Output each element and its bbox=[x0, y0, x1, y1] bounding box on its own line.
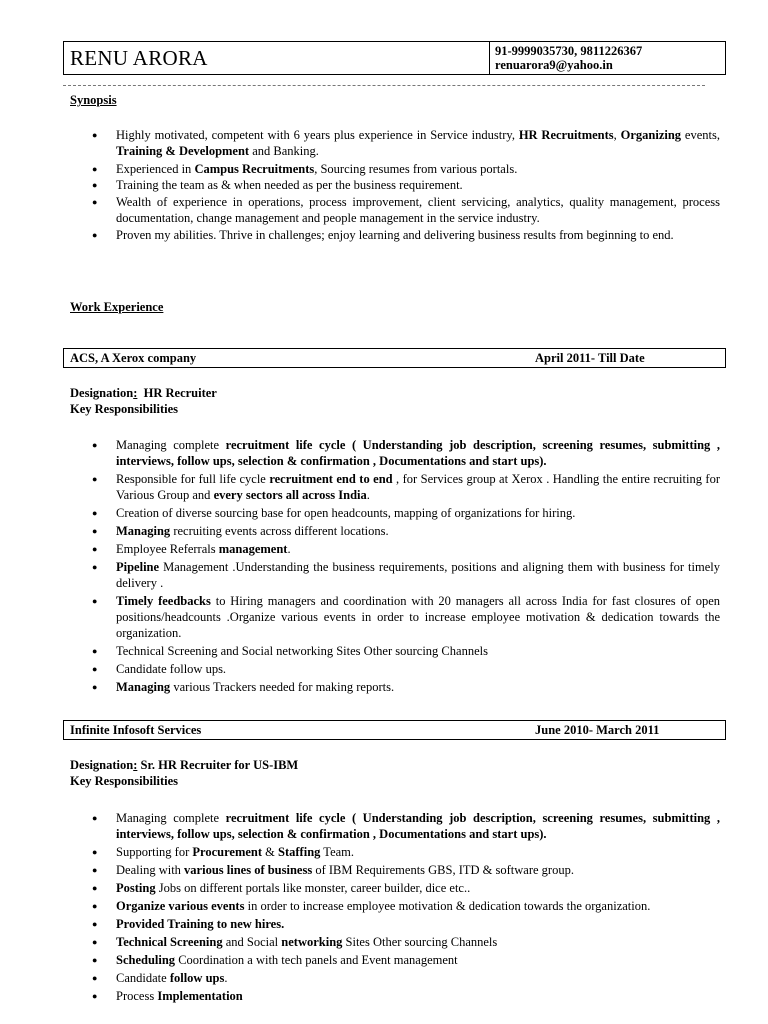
text: Dealing with bbox=[116, 863, 185, 877]
text: Process bbox=[116, 989, 158, 1003]
synopsis-heading: Synopsis bbox=[70, 93, 117, 107]
bullet-item bbox=[70, 880, 720, 896]
bullet-item bbox=[70, 177, 720, 193]
text: Team. bbox=[320, 845, 355, 859]
bullet-item bbox=[70, 227, 720, 243]
company-name: ACS, A Xerox company bbox=[70, 351, 197, 365]
text: , Sourcing resumes from various portals. bbox=[314, 162, 518, 176]
bold-text: Implementation bbox=[157, 989, 243, 1003]
responsibilities-list-acs bbox=[70, 437, 720, 695]
bold-text: Campus Recruitments bbox=[194, 162, 315, 176]
designation-line bbox=[70, 385, 217, 401]
text: recruiting events across different locations. bbox=[170, 524, 389, 538]
bold-text: Timely feedbacks bbox=[116, 594, 211, 608]
bullet-item bbox=[70, 505, 720, 521]
bullet-item bbox=[70, 934, 720, 950]
text: events, bbox=[681, 128, 720, 142]
text: Training the team as & when needed as per the business requirement. bbox=[116, 178, 463, 192]
designation-label: Designation bbox=[70, 758, 134, 772]
bold-text: management bbox=[218, 542, 288, 556]
job-header-infinite bbox=[63, 720, 726, 740]
bold-text: networking bbox=[281, 935, 343, 949]
bullet-item bbox=[70, 127, 720, 159]
bold-text: Organizing bbox=[620, 128, 682, 142]
text: . bbox=[224, 971, 228, 985]
bold-text: Technical Screening bbox=[116, 935, 223, 949]
synopsis-list bbox=[70, 127, 720, 243]
text: to Hiring managers and coordination with 20 managers all across India for fast closures of open positions/headcounts .Organize various events in order to increase employee motivation & dedication towards the organization. bbox=[116, 594, 721, 640]
bold-text: Staffing bbox=[278, 845, 321, 859]
bold-text: recruitment life cycle ( Understanding job description, screening resumes, submitting , interviews, follow ups, selection & confirmation , Documentations and start ups). bbox=[116, 438, 720, 468]
work-experience-heading: Work Experience bbox=[70, 300, 164, 314]
designation-title: HR Recruiter bbox=[137, 386, 217, 400]
bold-text: HR Recruitments bbox=[518, 128, 614, 142]
text: Managing complete bbox=[116, 438, 226, 452]
text: , for Services group at Xerox . Handling the entire recruiting for Various Group and bbox=[116, 472, 720, 502]
text: Employee Referrals bbox=[116, 542, 219, 556]
bullet-item bbox=[70, 844, 720, 860]
designation-colon: : bbox=[133, 758, 138, 772]
bullet-item bbox=[70, 970, 720, 986]
text: & bbox=[262, 845, 279, 859]
bold-text: recruitment life cycle ( Understanding job description, screening resumes, submitting , interviews, follow ups, selection & confirmation , Documentations and start ups). bbox=[116, 811, 720, 841]
bullet-item bbox=[70, 437, 720, 469]
bold-text: every sectors all across India bbox=[213, 488, 367, 502]
bullet-item bbox=[70, 661, 720, 677]
bullet-item bbox=[70, 471, 720, 503]
text: Responsible for full life cycle bbox=[116, 472, 270, 486]
bold-text: Scheduling bbox=[116, 953, 176, 967]
bullet-item bbox=[70, 593, 720, 641]
text: , bbox=[613, 128, 621, 142]
text: . bbox=[287, 542, 291, 556]
text: various Trackers needed for making reports. bbox=[170, 680, 395, 694]
job-dates: April 2011- Till Date bbox=[535, 351, 645, 365]
text: Management .Understanding the business requirements, positions and aligning them with business for timely delivery . bbox=[116, 560, 720, 590]
responsibilities-list-infinite bbox=[70, 810, 720, 1004]
header-divider bbox=[63, 85, 705, 86]
bold-text: various lines of business bbox=[184, 863, 313, 877]
job-dates: June 2010- March 2011 bbox=[535, 723, 660, 737]
bold-text: Managing bbox=[116, 680, 171, 694]
text: Highly motivated, competent with 6 years plus experience in Service industry, bbox=[116, 128, 519, 142]
company-name: Infinite Infosoft Services bbox=[70, 723, 202, 737]
email-address: renuarora9@yahoo.in bbox=[495, 58, 613, 72]
bold-text: recruitment end to end bbox=[269, 472, 393, 486]
bullet-item bbox=[70, 988, 720, 1004]
bold-text: follow ups bbox=[169, 971, 225, 985]
text: Creation of diverse sourcing base for open headcounts, mapping of organizations for hiring. bbox=[116, 506, 576, 520]
designation-line bbox=[70, 757, 298, 773]
text: in order to increase employee motivation & dedication towards the organization. bbox=[244, 899, 651, 913]
bullet-item bbox=[70, 194, 720, 226]
bullet-item bbox=[70, 916, 720, 932]
designation-colon: : bbox=[133, 386, 138, 400]
designation-title: Sr. HR Recruiter for US-IBM bbox=[137, 758, 299, 772]
text: Candidate follow ups. bbox=[116, 662, 227, 676]
bullet-item bbox=[70, 541, 720, 557]
bold-text: Training & Development bbox=[116, 144, 250, 158]
text: and Banking. bbox=[249, 144, 319, 158]
text: Technical Screening and Social networking Sites Other sourcing Channels bbox=[116, 644, 488, 658]
bullet-item bbox=[70, 523, 720, 539]
text: Proven my abilities. Thrive in challenges; enjoy learning and delivering business results from beginning to end. bbox=[116, 228, 674, 242]
bold-text: Posting bbox=[116, 881, 156, 895]
key-responsibilities-label: Key Responsibilities bbox=[70, 774, 178, 788]
designation-block bbox=[70, 385, 217, 417]
text: Coordination a with tech panels and Event management bbox=[175, 953, 458, 967]
contact-info bbox=[490, 42, 725, 74]
bullet-item bbox=[70, 161, 720, 177]
bullet-item bbox=[70, 679, 720, 695]
bullet-item bbox=[70, 559, 720, 591]
text: Sites Other sourcing Channels bbox=[342, 935, 498, 949]
candidate-name: RENU ARORA bbox=[64, 42, 490, 74]
phone-number: 91-9999035730, 9811226367 bbox=[495, 44, 643, 58]
key-responsibilities-label: Key Responsibilities bbox=[70, 402, 178, 416]
text: and Social bbox=[222, 935, 282, 949]
bullet-item bbox=[70, 810, 720, 842]
bold-text: Managing bbox=[116, 524, 171, 538]
bold-text: Provided Training to new hires. bbox=[116, 917, 285, 931]
resume-header bbox=[63, 41, 726, 75]
bullet-item bbox=[70, 643, 720, 659]
text: Jobs on different portals like monster, career builder, dice etc.. bbox=[155, 881, 471, 895]
text: Managing complete bbox=[116, 811, 226, 825]
bold-text: Procurement bbox=[192, 845, 263, 859]
designation-block bbox=[70, 757, 298, 789]
bold-text: Organize various events bbox=[116, 899, 245, 913]
text: . bbox=[366, 488, 370, 502]
bullet-item bbox=[70, 952, 720, 968]
text: Experienced in bbox=[116, 162, 195, 176]
text: Supporting for bbox=[116, 845, 193, 859]
bullet-item bbox=[70, 898, 720, 914]
text: Wealth of experience in operations, process improvement, client servicing, analytics, quality management, process documentation, change management and people management in the service industry. bbox=[116, 195, 720, 225]
designation-label: Designation bbox=[70, 386, 134, 400]
bold-text: Pipeline bbox=[116, 560, 160, 574]
job-header-acs bbox=[63, 348, 726, 368]
text: Candidate bbox=[116, 971, 170, 985]
bullet-item bbox=[70, 862, 720, 878]
text: of IBM Requirements GBS, ITD & software group. bbox=[312, 863, 574, 877]
